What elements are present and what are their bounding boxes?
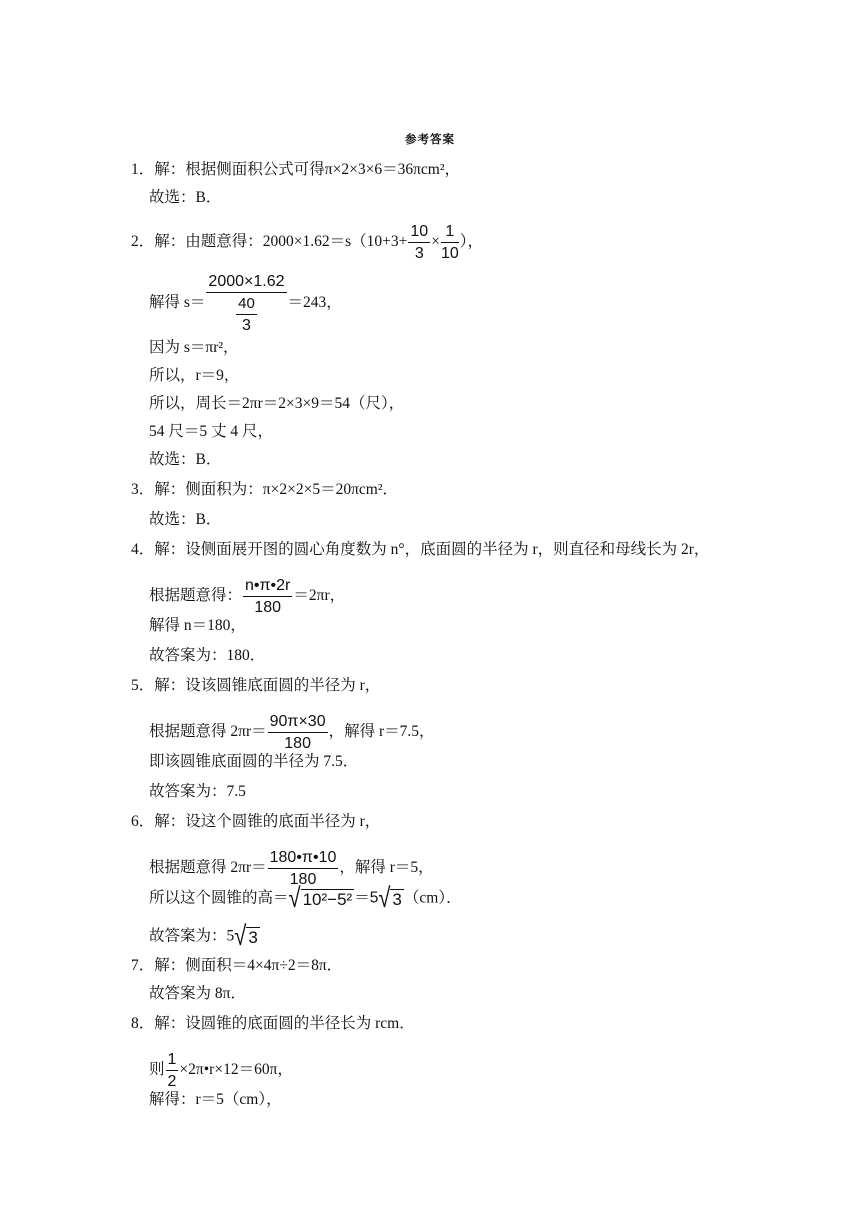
answer-2-solve: 解得 s＝ $\frac{2000\times 1.62}{\frac{40}{3}}$ ＝243， [149,273,342,334]
sqrt-3: √ 3 [378,881,402,913]
answer-4-answer: 故答案为：180． [149,647,266,664]
answer-7-answer: 故答案为 8π． [149,985,246,1002]
answer-3-first-line: 3．解：侧面积为：π×2×2×5＝20πcm²． [131,481,398,498]
answer-4-equation: 根据题意得： $\frac{n•\pi•2r}{180}$ ＝2πr， [149,577,346,616]
answer-6-first-line: 6．解：设这个圆锥的底面半径为 r， [131,813,381,830]
fraction-1-2: $\frac{1}{2}$ [167,1051,177,1090]
answer-2-line: 所以，r＝9， [149,367,240,384]
answer-1-choice: 故选：B． [149,189,222,206]
answer-5-answer: 故答案为：7.5 [149,783,246,800]
answer-2-equation: 2．解：由题意得：2000×1.62＝s（10+3+ $\frac{10}{3}$ × $\frac{1}{10}$ ）， [131,223,484,262]
answer-5-equation: 根据题意得 2πr＝ $\frac{90\pi\times 30}{180}$ ，解得 r＝7.5， [149,713,435,752]
fraction-1-10: $\frac{1}{10}$ [440,223,459,262]
fraction-arc: $\frac{180•\pi•10}{180}$ [269,849,337,888]
answer-8-first-line: 8．解：设圆锥的底面圆的半径长为 rcm． [131,1015,415,1032]
sqrt-expression: √ 10²−5² [288,881,353,913]
answer-2-line: 因为 s＝πr²， [149,339,239,356]
answer-4-first-line: 4．解：设侧面展开图的圆心角度数为 n°，底面圆的半径为 r，则直径和母线长为 2r， [131,541,710,558]
answer-5-line: 即该圆锥底面圆的半径为 7.5． [149,753,359,770]
answer-4-line: 解得 n＝180， [149,617,246,634]
answer-3-choice: 故选：B． [149,511,222,528]
answer-6-equation: 根据题意得 2πr＝ $\frac{180•\pi•10}{180}$ ，解得 r＝5， [149,849,434,888]
answer-2-choice: 故选：B． [149,451,222,468]
fraction-compound: $\frac{2000\times 1.62}{\frac{40}{3}}$ [208,273,285,334]
sqrt-3: √ 3 [234,919,258,951]
fraction-arc: $\frac{n•\pi•2r}{180}$ [245,577,291,616]
answer-2-line: 54 尺＝5 丈 4 尺， [149,423,274,440]
answer-2-line: 所以，周长＝2πr＝2×3×9＝54（尺）， [149,395,405,412]
fraction-10-3: $\frac{10}{3}$ [410,223,429,262]
answer-5-first-line: 5．解：设该圆锥底面圆的半径为 r， [131,677,381,694]
answer-8-equation: 则 $\frac{1}{2}$ ×2π•r×12＝60π， [149,1051,293,1090]
answer-1-first-line: 1．解：根据侧面积公式可得π×2×3×6＝36πcm²， [131,161,460,178]
answer-7-first-line: 7．解：侧面积＝4×4π÷2＝8π． [131,957,343,974]
page-title: 参考答案 [405,132,455,146]
answer-8-line: 解得：r＝5（cm）， [149,1091,282,1108]
fraction-arc: $\frac{90\pi\times 30}{180}$ [269,713,326,752]
answer-6-height: 所以这个圆锥的高＝√ 10²−5² ＝5√ 3 （cm）． [149,881,462,913]
answer-6-answer: 故答案为：5√ 3 [149,919,258,951]
